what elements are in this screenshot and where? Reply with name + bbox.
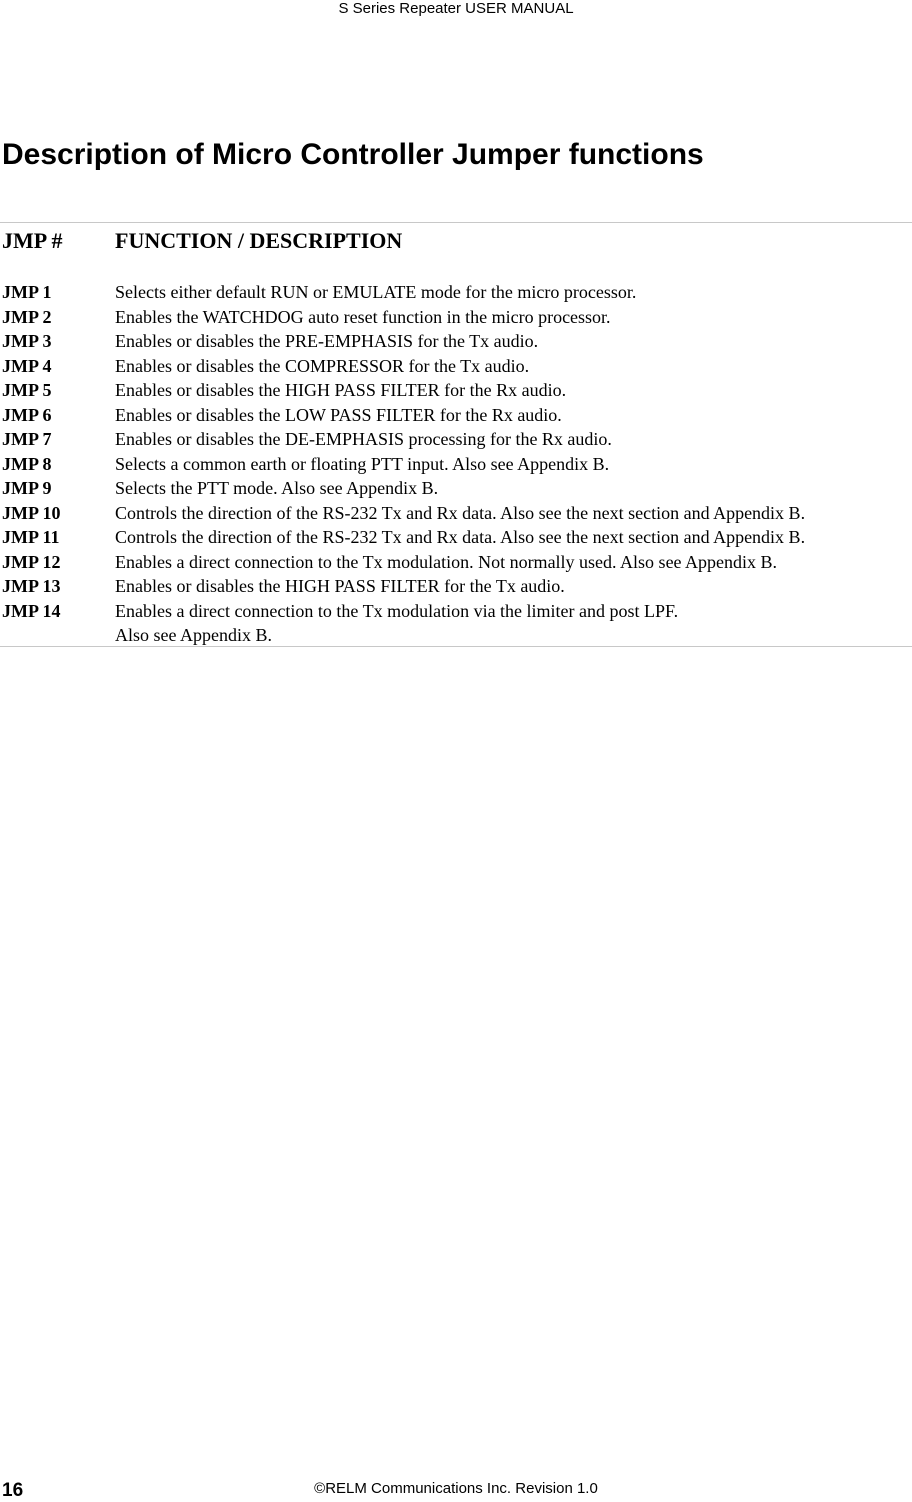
jumper-id: JMP 4 xyxy=(2,355,52,376)
jumper-row-8 xyxy=(0,452,912,477)
table-top-divider xyxy=(0,222,912,223)
jumper-row-10 xyxy=(0,501,912,526)
jumper-id: JMP 2 xyxy=(2,306,52,327)
jumper-id: JMP 12 xyxy=(2,551,61,572)
jumper-id: JMP 1 xyxy=(2,282,52,302)
column-header-jmp: JMP # xyxy=(2,228,63,253)
jumper-row-14 xyxy=(0,599,912,648)
jumper-description: Enables or disables the PRE-EMPHASIS for the Tx audio. xyxy=(115,331,539,351)
running-header: S Series Repeater USER MANUAL xyxy=(338,0,574,17)
jumper-description: Enables or disables the COMPRESSOR for the Tx audio. xyxy=(115,355,530,376)
jumper-row-7 xyxy=(0,427,912,452)
jumper-row-2 xyxy=(0,305,912,330)
jumper-description: Enables or disables the DE-EMPHASIS processing for the Rx audio. xyxy=(115,429,612,449)
jumper-id: JMP 11 xyxy=(2,527,60,547)
jumper-id: JMP 7 xyxy=(2,429,52,449)
jumper-row-12 xyxy=(0,550,912,575)
table-header xyxy=(0,226,912,256)
jumper-description: Enables the WATCHDOG auto reset function in the micro processor. xyxy=(115,306,611,327)
jumper-list xyxy=(0,280,912,648)
jumper-description: Controls the direction of the RS-232 Tx and Rx data. Also see the next section and Appendix B. xyxy=(115,502,806,523)
jumper-description: Enables or disables the HIGH PASS FILTER for the Rx audio. xyxy=(115,380,567,400)
jumper-description: Selects either default RUN or EMULATE mode for the micro processor. xyxy=(115,282,637,302)
jumper-description: Enables or disables the HIGH PASS FILTER for the Tx audio. xyxy=(115,576,565,596)
jumper-id: JMP 3 xyxy=(2,331,52,351)
table-bottom-divider xyxy=(0,646,912,647)
jumper-row-3 xyxy=(0,329,912,354)
jumper-row-4 xyxy=(0,354,912,379)
jumper-id: JMP 5 xyxy=(2,380,52,400)
column-header-description: FUNCTION / DESCRIPTION xyxy=(115,228,403,253)
footer-copyright: ©RELM Communications Inc. Revision 1.0 xyxy=(314,1480,598,1497)
jumper-description: Selects the PTT mode. Also see Appendix B. xyxy=(115,478,439,498)
jumper-description: Selects a common earth or floating PTT input. Also see Appendix B. xyxy=(115,453,610,474)
page-number: 16 xyxy=(2,1480,24,1501)
jumper-row-5 xyxy=(0,378,912,403)
page-title: Description of Micro Controller Jumper functions xyxy=(2,138,704,171)
jumper-id: JMP 14 xyxy=(2,600,61,621)
jumper-row-1 xyxy=(0,280,912,305)
jumper-description: Enables a direct connection to the Tx modulation. Not normally used. Also see Appendix B. xyxy=(115,551,778,572)
jumper-row-13 xyxy=(0,574,912,599)
jumper-row-11 xyxy=(0,525,912,550)
jumper-row-6 xyxy=(0,403,912,428)
jumper-id: JMP 6 xyxy=(2,404,52,425)
jumper-description-continued: Also see Appendix B. xyxy=(115,625,272,645)
jumper-description: Enables or disables the LOW PASS FILTER for the Rx audio. xyxy=(115,404,562,425)
jumper-id: JMP 8 xyxy=(2,453,52,474)
jumper-row-9 xyxy=(0,476,912,501)
jumper-id: JMP 9 xyxy=(2,478,52,498)
jumper-description: Enables a direct connection to the Tx modulation via the limiter and post LPF. xyxy=(115,600,679,621)
jumper-id: JMP 10 xyxy=(2,502,61,523)
jumper-id: JMP 13 xyxy=(2,576,61,596)
jumper-description: Controls the direction of the RS-232 Tx and Rx data. Also see the next section and Appendix B. xyxy=(115,527,806,547)
